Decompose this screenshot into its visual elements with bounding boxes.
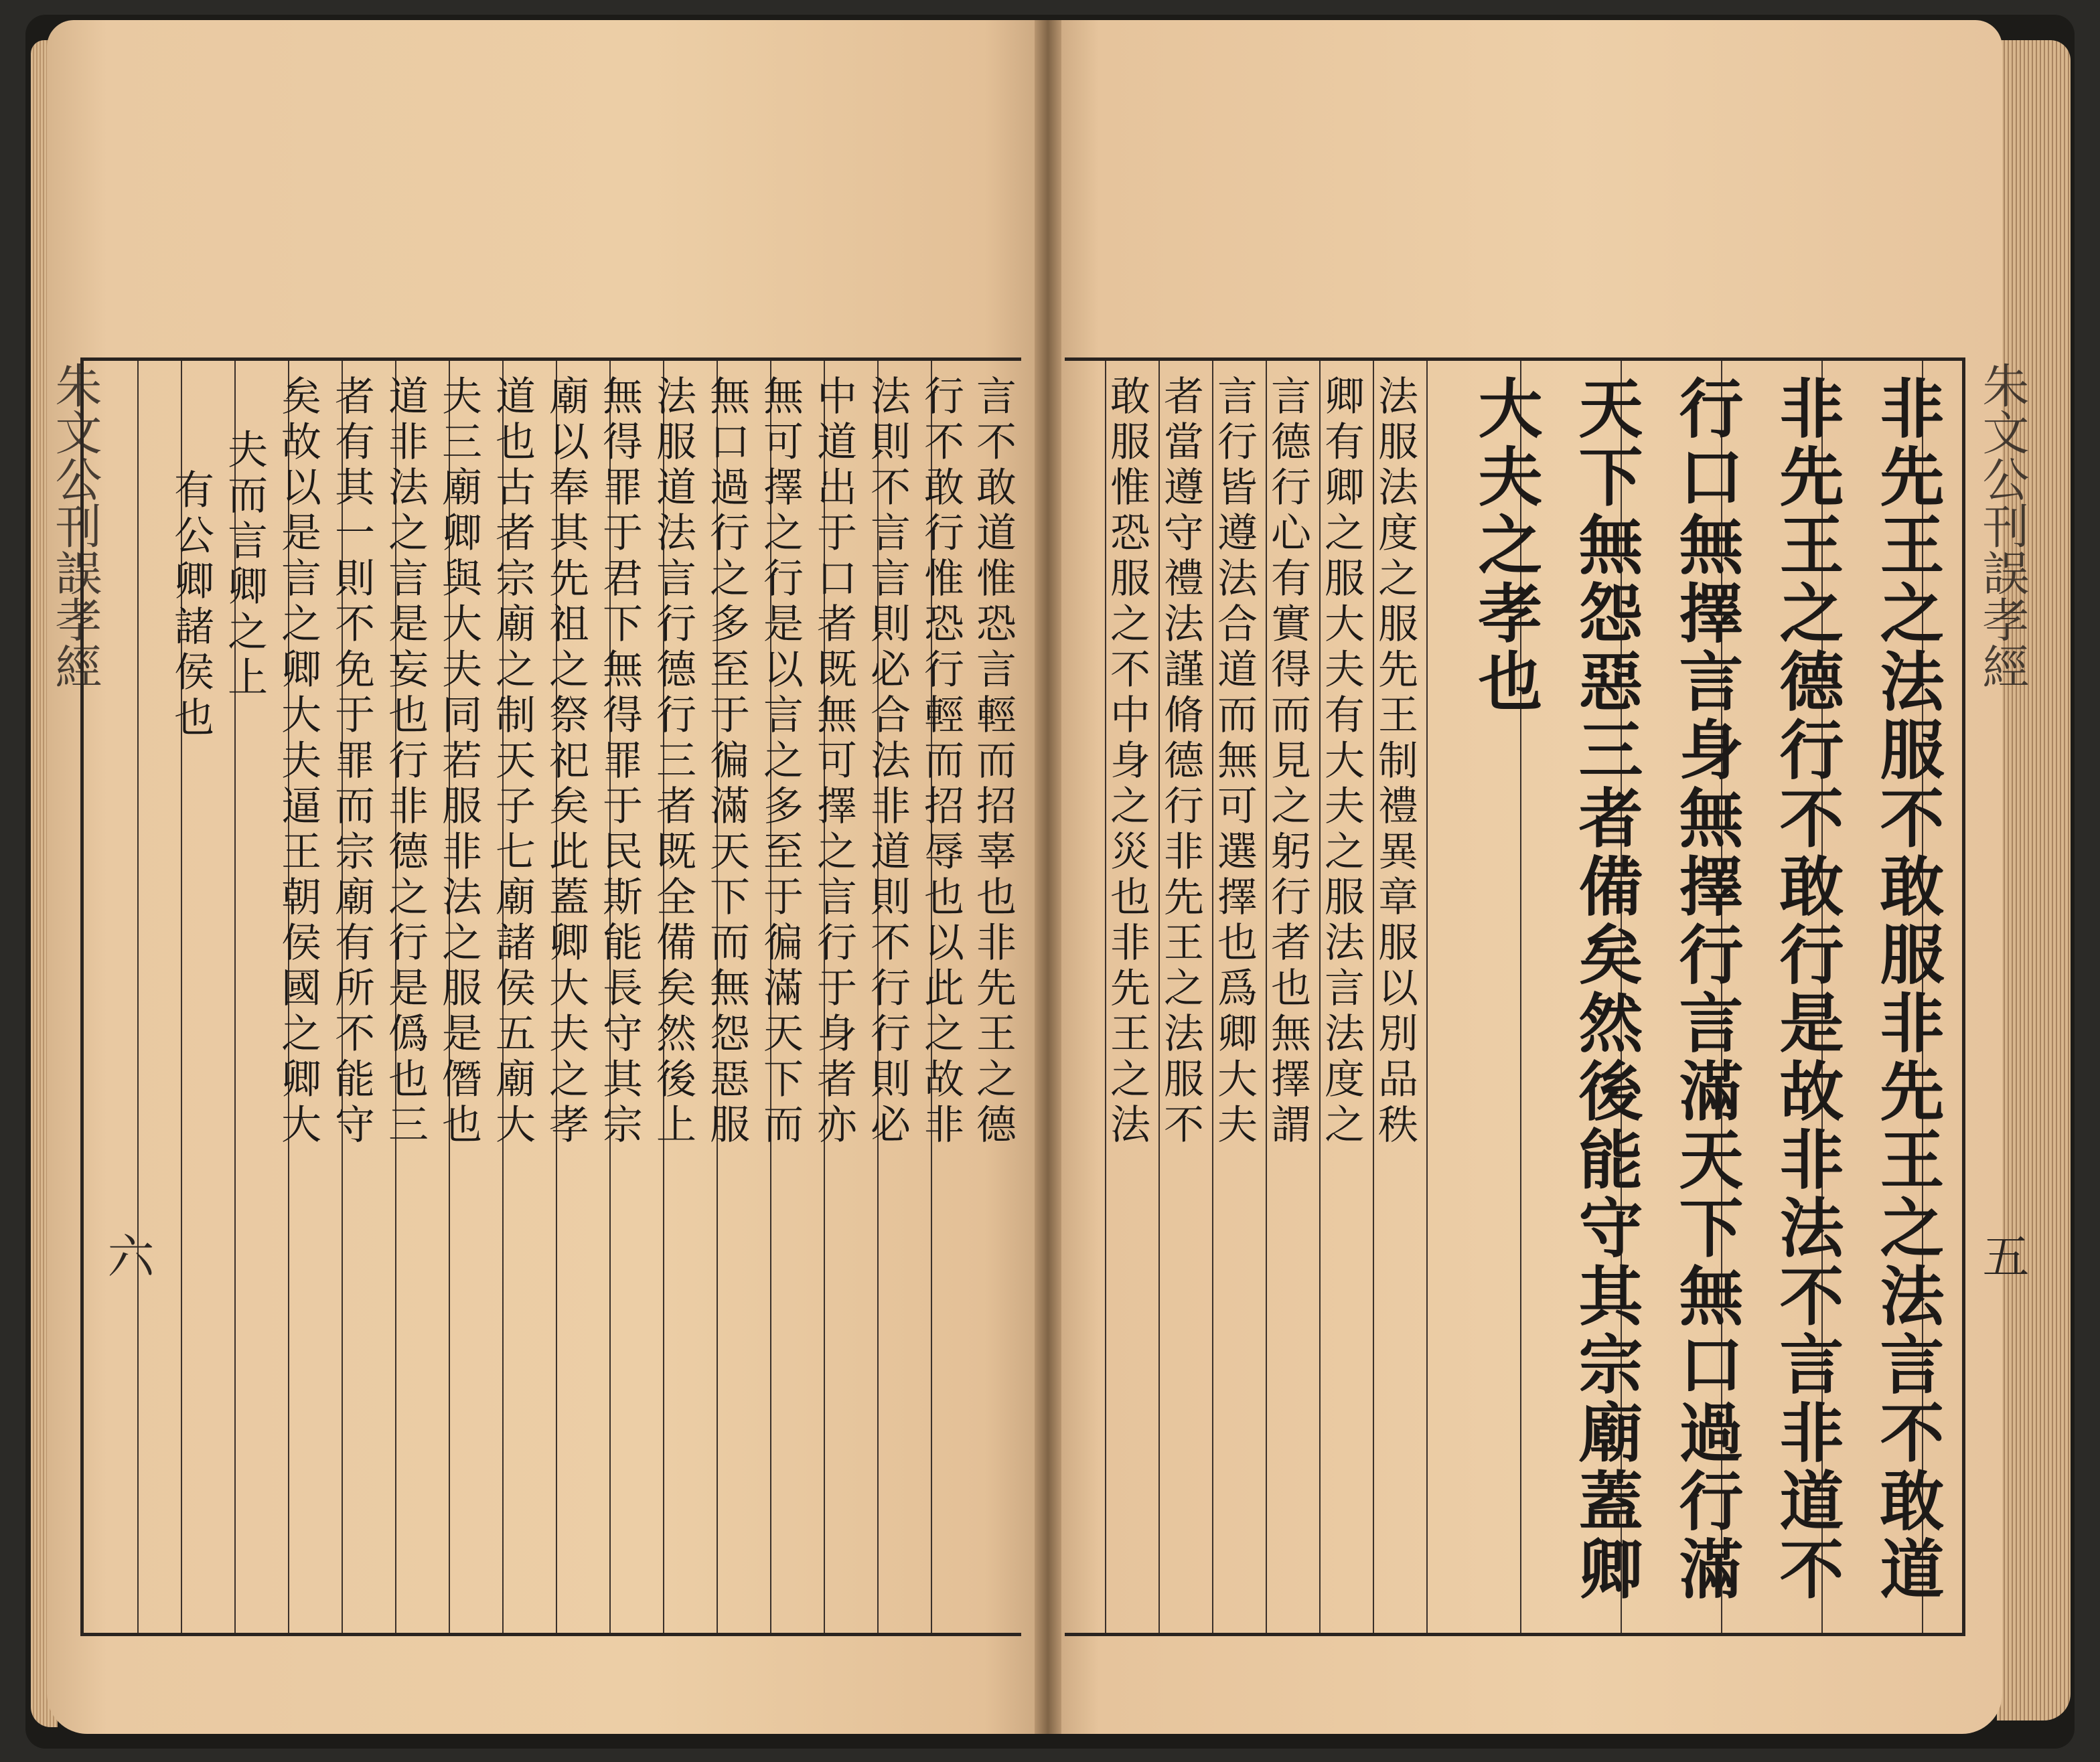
commentary-column: 言德行心有實得而見之躬行者也無擇謂	[1264, 375, 1311, 1149]
commentary-column: 敢服惟恐服之不中身之災也非先王之法	[1104, 375, 1150, 1149]
column-rule	[1426, 361, 1428, 1633]
text-column: 有公卿諸侯也	[167, 469, 214, 742]
main-text-column: 非先王之德行不敢行是故非法不言非道不	[1769, 375, 1845, 1604]
commentary-column: 言行皆遵法合道而無可選擇也爲卿大夫	[1211, 375, 1258, 1149]
commentary-column: 法服法度之服先王制禮異章服以別品秩	[1371, 375, 1418, 1149]
commentary-column: 者當遵守禮法謹脩德行非先王之法服不	[1157, 375, 1204, 1149]
text-column: 行不敢行惟恐行輕而招辱也以此之故非	[917, 375, 964, 1149]
text-column: 法服道法言行德行三者既全備矣然後上	[650, 375, 696, 1149]
right-margin-title: 朱文公刊誤孝經	[1975, 362, 2030, 690]
text-column: 道也古者宗廟之制天子七廟諸侯五廟大	[489, 375, 536, 1149]
text-column: 道非法之言是妄也行非德之行是僞也三	[382, 375, 429, 1149]
book-gutter	[1035, 20, 1061, 1734]
text-column: 言不敢道惟恐言輕而招辜也非先王之德	[970, 375, 1017, 1149]
text-column: 無口過行之多至于徧滿天下而無怨惡服	[703, 375, 750, 1149]
left-page-number: 六	[100, 1232, 155, 1279]
text-column: 夫三廟卿與大夫同若服非法之服是僭也	[435, 375, 482, 1149]
text-column: 中道出于口者既無可擇之言行于身者亦	[810, 375, 857, 1149]
left-margin-title: 朱文公刊誤孝經	[48, 362, 102, 690]
text-column: 者有其一則不免于罪而宗廟有所不能守	[328, 375, 375, 1149]
main-text-column: 天下無怨惡三者備矣然後能守其宗廟蓋卿	[1568, 375, 1644, 1604]
main-text-column: 非先王之法服不敢服非先王之法言不敢道	[1870, 375, 1945, 1604]
text-column: 夫而言卿之上	[221, 428, 268, 702]
text-column: 無得罪于君下無得罪于民斯能長守其宗	[596, 375, 643, 1149]
commentary-column: 卿有卿之服大夫有大夫之服法言法度之	[1318, 375, 1365, 1149]
main-text-column: 行口無擇言身無擇行言滿天下無口過行滿	[1669, 375, 1744, 1604]
text-column: 廟以奉其先祖之祭祀矣此蓋卿大夫之孝	[542, 375, 589, 1149]
right-page-edges	[1997, 40, 2071, 1720]
text-column: 矣故以是言之卿大夫逼王朝侯國之卿大	[275, 375, 321, 1149]
column-rule	[137, 361, 139, 1633]
main-text-column: 大夫之孝也	[1468, 375, 1544, 716]
text-column: 法則不言言則必合法非道則不行行則必	[864, 375, 911, 1149]
text-column: 無可擇之行是以言之多至于徧滿天下而	[757, 375, 804, 1149]
right-page-number: 五	[1975, 1232, 2030, 1279]
